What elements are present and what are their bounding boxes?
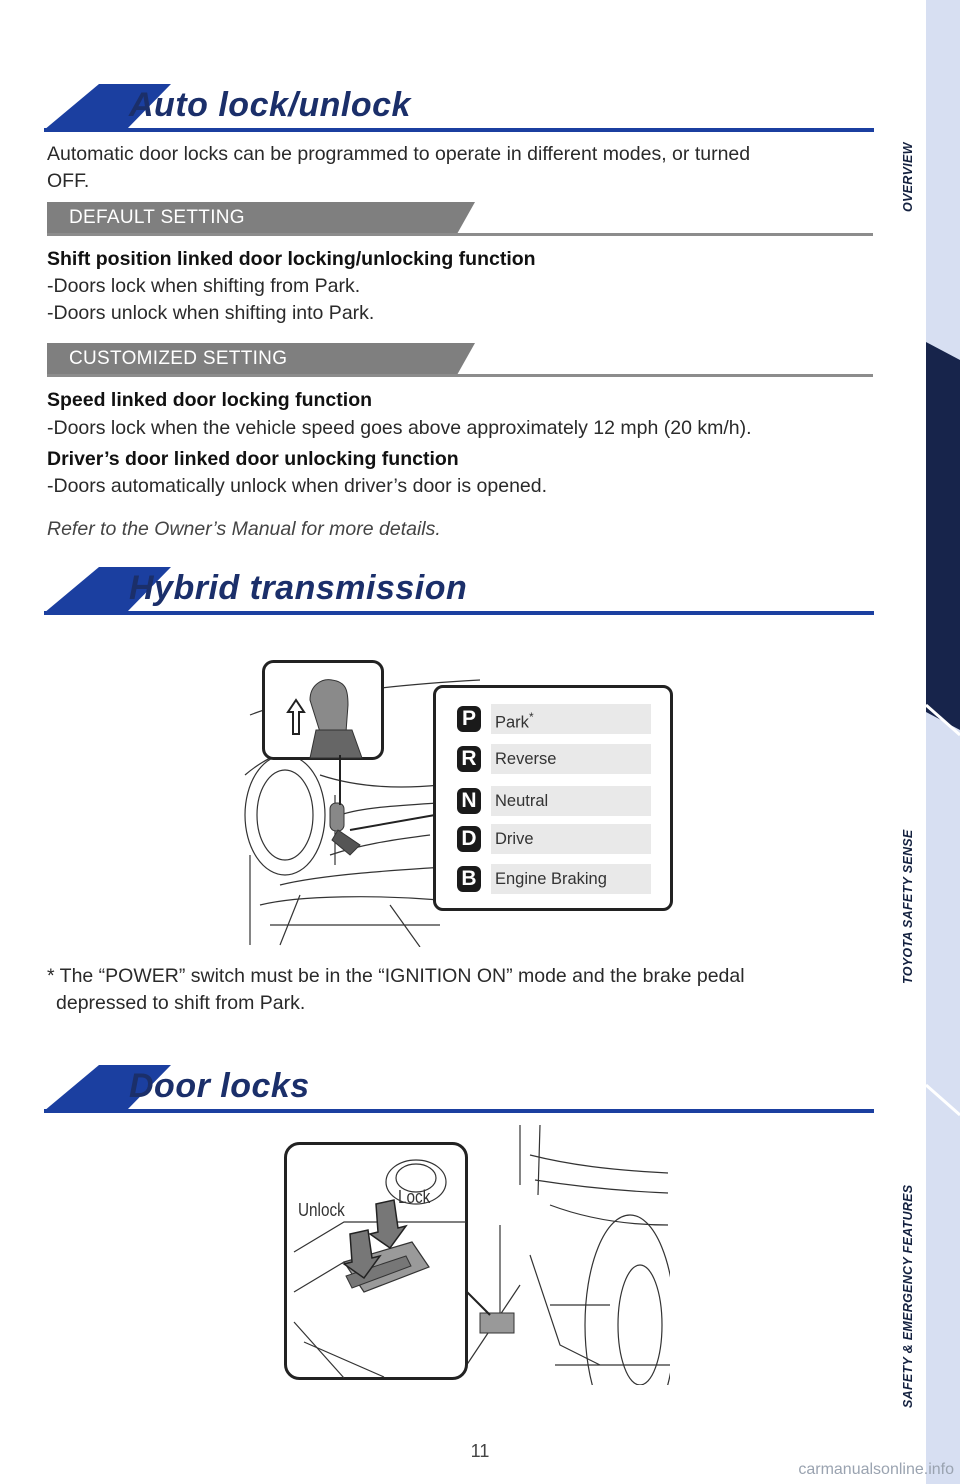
default-setting-bar bbox=[47, 202, 873, 236]
active-tab-label-overlay: FEATURES & OPERATIONS bbox=[901, 449, 915, 620]
gear-row-neutral bbox=[461, 786, 651, 816]
default-line1: -Doors lock when shifting from Park. bbox=[47, 275, 361, 297]
tab-dividers bbox=[926, 0, 960, 1484]
hybrid-title: Hybrid transmission bbox=[129, 569, 468, 607]
auto-lock-header bbox=[44, 84, 874, 134]
door-locks-header bbox=[44, 1065, 874, 1115]
gear-label-park: Park* bbox=[495, 710, 534, 732]
custom-heading2: Driver’s door linked door unlocking function bbox=[47, 448, 459, 470]
gear-badge-p: P bbox=[457, 706, 481, 732]
custom-setting-bar bbox=[47, 343, 873, 377]
lock-label: Lock bbox=[398, 1187, 431, 1207]
door-panel-illustration bbox=[460, 1125, 670, 1385]
gear-badge-b: B bbox=[457, 866, 481, 892]
default-line2: -Doors unlock when shifting into Park. bbox=[47, 302, 375, 324]
auto-lock-intro-line1: Automatic door locks can be programmed to operate in different modes, or turned bbox=[47, 143, 751, 165]
default-heading: Shift position linked door locking/unlocking function bbox=[47, 248, 536, 270]
default-setting-label: DEFAULT SETTING bbox=[69, 207, 245, 228]
door-lock-zoom-callout bbox=[284, 1142, 468, 1380]
gear-label-drive: Drive bbox=[495, 830, 534, 848]
gear-badge-d: D bbox=[457, 826, 481, 852]
gear-label-neutral: Neutral bbox=[495, 792, 549, 810]
gear-row-drive bbox=[461, 824, 651, 854]
auto-lock-intro-line2: OFF. bbox=[47, 170, 90, 192]
watermark: carmanualsonline.info bbox=[798, 1461, 954, 1478]
gear-row-engine-braking bbox=[461, 864, 651, 894]
gear-label-reverse: Reverse bbox=[495, 750, 557, 768]
owners-manual-note: Refer to the Owner’s Manual for more details. bbox=[47, 518, 441, 540]
gear-badge-r: R bbox=[457, 746, 481, 772]
gear-row-reverse bbox=[461, 744, 651, 774]
gear-row-park bbox=[461, 704, 651, 734]
door-locks-title: Door locks bbox=[129, 1067, 310, 1105]
tab-overview-text: OVERVIEW bbox=[901, 142, 915, 212]
custom-line1: -Doors lock when the vehicle speed goes above approximately 12 mph (20 km/h). bbox=[47, 417, 752, 439]
footnote-line1: * The “POWER” switch must be in the “IGNITION ON” mode and the brake pedal bbox=[47, 965, 745, 987]
custom-heading1: Speed linked door locking function bbox=[47, 389, 373, 411]
gear-label-engine-braking: Engine Braking bbox=[495, 870, 607, 888]
unlock-label: Unlock bbox=[298, 1200, 345, 1220]
tab-tss-text: TOYOTA SAFETY SENSE bbox=[901, 829, 915, 984]
page-number: 11 bbox=[470, 1441, 490, 1461]
custom-setting-label: CUSTOMIZED SETTING bbox=[69, 348, 288, 369]
lever-zoom-callout bbox=[262, 660, 384, 760]
custom-line2: -Doors automatically unlock when driver’s door is opened. bbox=[47, 475, 548, 497]
footnote-line2: depressed to shift from Park. bbox=[56, 992, 306, 1014]
lever-leader-line bbox=[330, 755, 440, 835]
hybrid-header bbox=[44, 567, 874, 617]
auto-lock-title: Auto lock/unlock bbox=[129, 86, 411, 124]
gear-position-panel bbox=[433, 685, 673, 911]
tab-safety-text: SAFETY & EMERGENCY FEATURES bbox=[901, 1184, 915, 1408]
gear-badge-n: N bbox=[457, 788, 481, 814]
